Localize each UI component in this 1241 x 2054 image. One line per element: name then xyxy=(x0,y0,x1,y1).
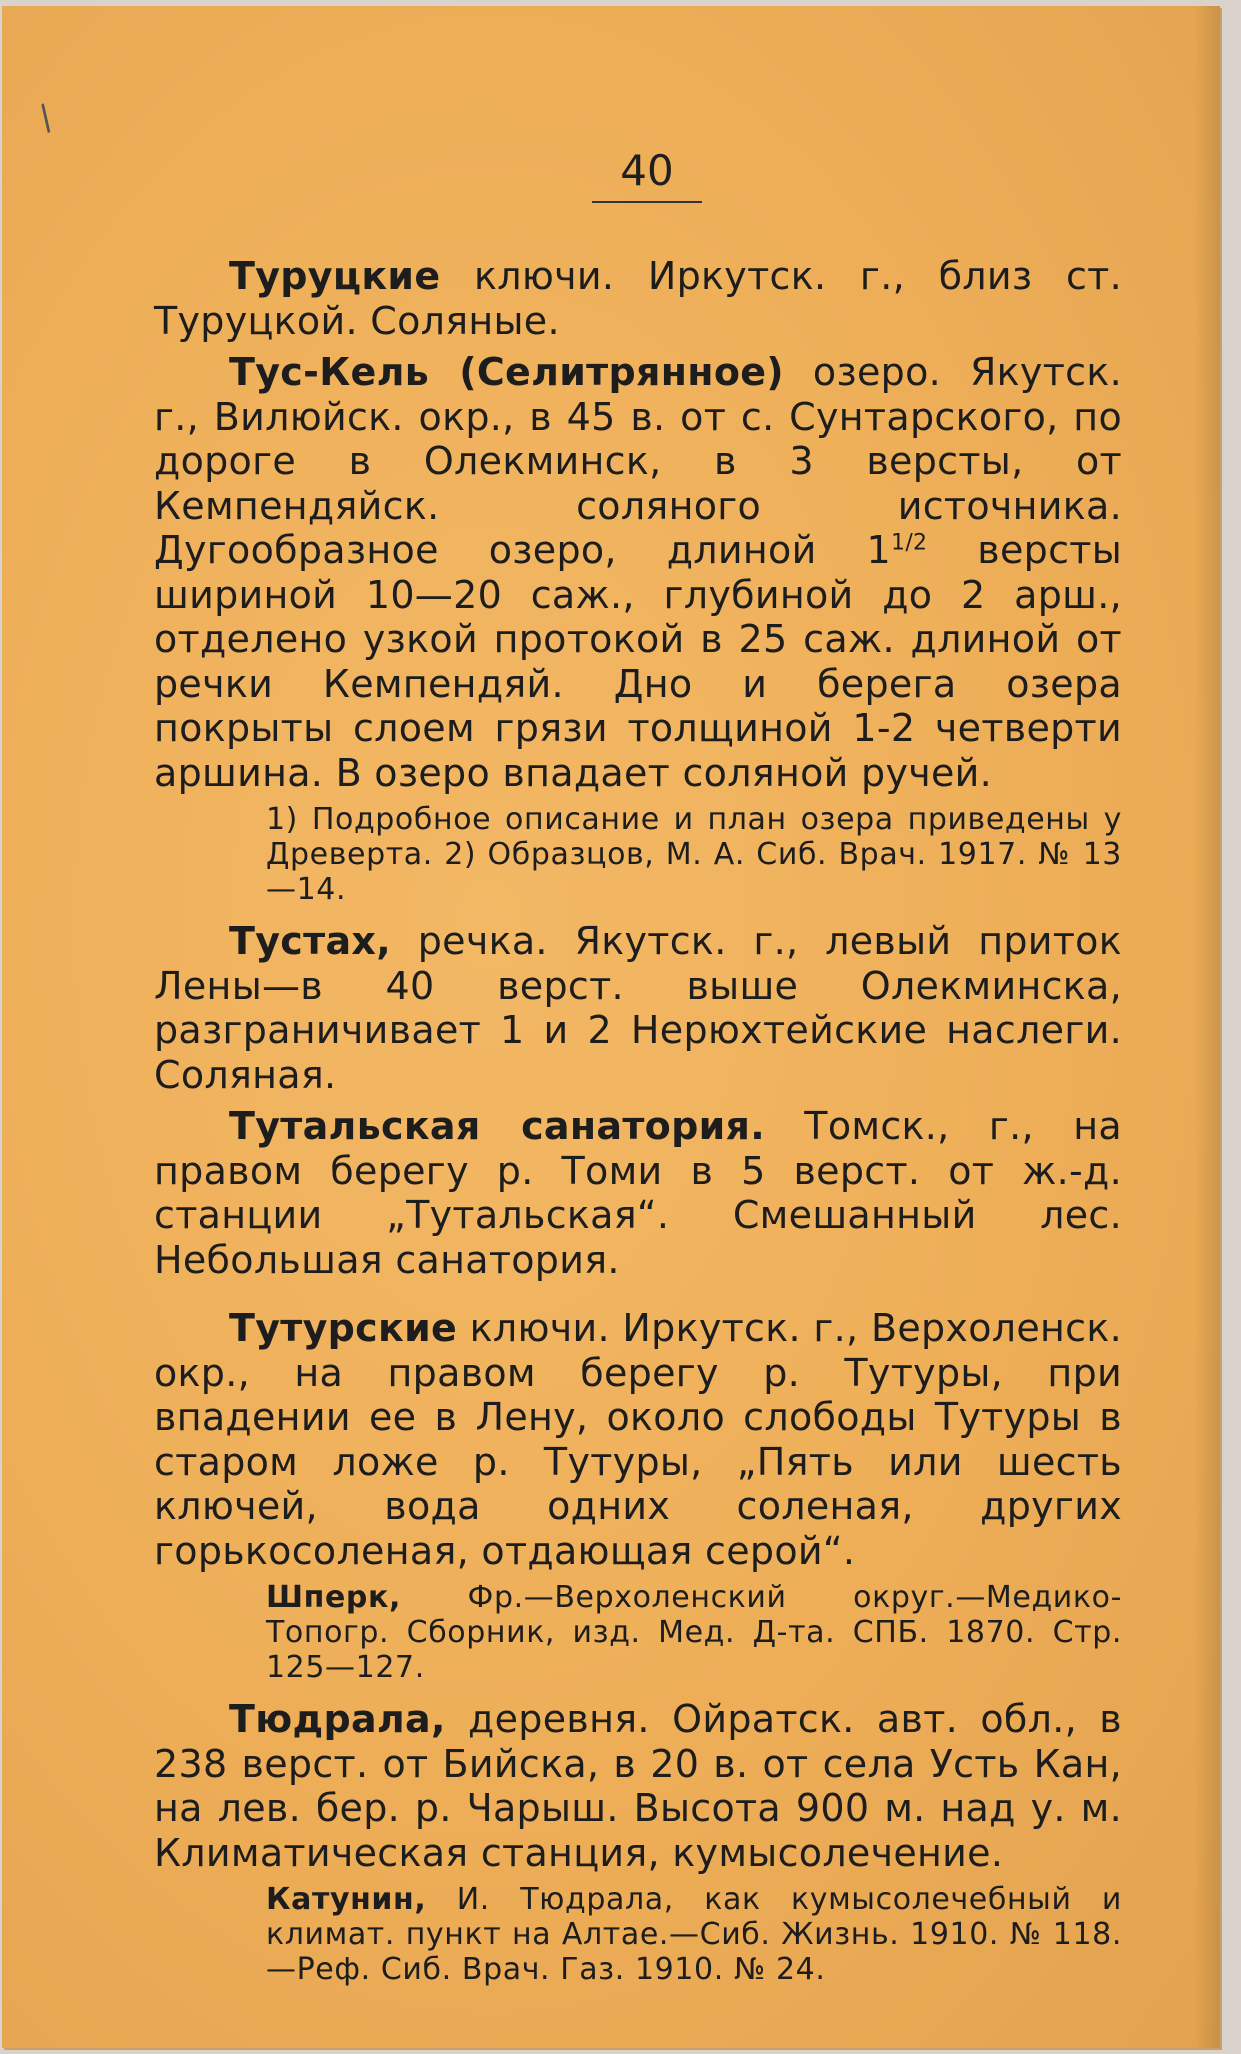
entry-term: Тустах, xyxy=(229,919,391,963)
note-text: И. Тюдрала, как кумысолечебный и климат. пункт на Алтае.—Сиб. Жизнь. 1910. № 118.—Реф. Сиб. Врач. Газ. 1910. № 24. xyxy=(266,1882,1122,1987)
entry-note: 1) Подробное описание и план озера приведены у Древерта. 2) Образцов, М. А. Сиб. Врач. 1917. № 13—14. xyxy=(266,802,1122,907)
entry-turutskie xyxy=(154,254,1122,343)
entry-text-continued: версты шириной 10—20 саж., глубиной до 2 арш., отделено узкой протокой в 25 саж. длиной от речки Кемпендяй. Дно и берега озера покрыты слоем грязи толщиной 1-2 четверти аршина. В озеро впадает соляной ручей. xyxy=(154,528,1123,795)
entry-term: Тюдрала, xyxy=(229,1697,446,1741)
dictionary-text xyxy=(154,254,1122,1999)
page-number: 40 xyxy=(592,146,702,203)
note-text: Фр.—Верхоленский округ.—Медико-Топогр. Сборник, изд. Мед. Д-та. СПБ. 1870. Стр. 125—127. xyxy=(266,1580,1122,1685)
entry-tutalskaya xyxy=(154,1104,1122,1282)
fraction: 1/2 xyxy=(891,530,928,556)
pencil-mark: / xyxy=(30,97,61,139)
note-author: Катунин, xyxy=(266,1882,427,1917)
entry-term: Тутурские xyxy=(229,1306,458,1350)
book-page xyxy=(2,6,1220,2048)
entry-term: Туруцкие xyxy=(229,254,441,298)
entry-text: речка. Якутск. г., левый приток Лены—в 40 верст. выше Олекминска, разграничивает 1 и 2 Нерюхтейские наслеги. Соляная. xyxy=(154,919,1122,1097)
entry-note xyxy=(154,1580,1122,1685)
note-author: Шперк, xyxy=(266,1580,401,1615)
entry-tus-kel xyxy=(154,350,1122,795)
entry-tuturskie xyxy=(154,1306,1122,1573)
entry-term: Тус-Кель (Селитрянное) xyxy=(229,350,784,394)
entry-text: Томск., г., на правом берегу р. Томи в 5 верст. от ж.-д. станции „Тутальская“. Смешанный лес. Небольшая санатория. xyxy=(154,1104,1123,1282)
page-edge-shadow xyxy=(1194,6,1220,2048)
entry-text: ключи. Иркутск. г., близ ст. Туруцкой. Соляные. xyxy=(154,254,1122,343)
entry-tyudrala xyxy=(154,1697,1122,1875)
entry-note xyxy=(154,1882,1122,1987)
entry-tustakh xyxy=(154,919,1122,1097)
entry-term: Тутальская санатория. xyxy=(229,1104,765,1148)
entry-text: деревня. Ойратск. авт. обл., в 238 верст. от Бийска, в 20 в. от села Усть Кан, на лев. бер. р. Чарыш. Высота 900 м. над у. м. Климатическая станция, кумысолечение. xyxy=(154,1697,1122,1875)
entry-text: ключи. Иркутск. г., Верхоленск. окр., на правом берегу р. Тутуры, при впадении ее в Лену, около слободы Тутуры в старом ложе р. Тутуры, „Пять или шесть ключей, вода одних соленая, других горькосоленая, отдающая серой“. xyxy=(154,1306,1122,1573)
entry-text: озеро. Якутск. г., Вилюйск. окр., в 45 в. от с. Сунтарского, по дороге в Олекминск, в 3 версты, от Кемпендяйск. соляного источника. Дугообразное озеро, длиной 1 xyxy=(154,350,1122,572)
